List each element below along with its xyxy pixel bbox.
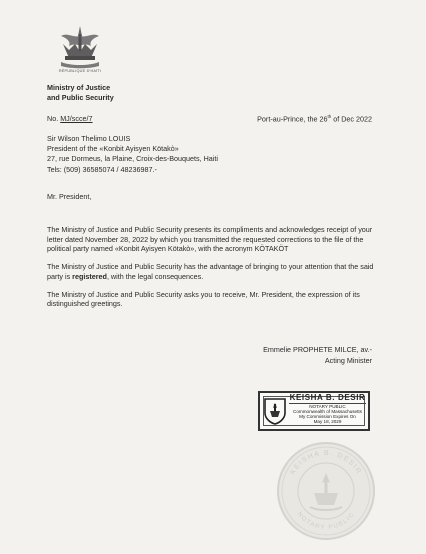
massachusetts-seal-icon (263, 397, 287, 425)
paragraph-2-text: The Ministry of Justice and Public Security has the advantage of bringing to your attention that the said party is (47, 262, 374, 281)
notary-stamp-text (289, 394, 366, 425)
signer-title: Acting Minister (324, 355, 372, 365)
reference-prefix: No. (47, 114, 59, 123)
salutation: Mr. President, (47, 192, 92, 201)
letter-body (47, 225, 377, 317)
recipient-street: 27, rue Dormeus, la Plaine, Croix-des-Bouquets, Haiti (47, 154, 218, 164)
paragraph-1: The Ministry of Justice and Public Security presents its compliments and acknowledges receipt of your letter dated November 28, 2022 by which you transmitted the requested corrections to the file of the political party named «Konbit Ayisyen Kötakò», with the acronym KÖTAKÖT (47, 225, 373, 254)
signature-block (263, 345, 372, 367)
ministry-line-1: Ministry of Justice (47, 83, 111, 92)
dateline-text-end: of Dec 2022 (331, 114, 372, 124)
notary-line-1: NOTARY PUBLIC (309, 403, 346, 409)
paragraph-2 (47, 262, 377, 281)
paragraph-2-emphasis: registered (72, 271, 107, 281)
recipient-name: Sir Wilson Thelimo LOUIS (47, 134, 131, 143)
paragraph-2-text-end: , with the legal consequences. (106, 271, 204, 281)
dateline-text: Port-au-Prince, the 26 (257, 114, 328, 124)
notary-line-2: Commonwealth of Massachusetts (293, 409, 362, 415)
embossed-notary-seal-icon (276, 441, 376, 541)
notary-line-4: May 18, 2029 (313, 419, 342, 425)
recipient-title: President of the «Konbit Ayisyen Kötakò» (47, 144, 179, 154)
emboss-top-text: KEISHA B. DESIR (289, 449, 363, 476)
notary-line-3: My Commission Expires On (299, 414, 356, 420)
republic-label: RÉPUBLIQUE D'HAÏTI (58, 69, 102, 73)
reference-number (47, 114, 93, 124)
notary-name: KEISHA B. DESIR (289, 393, 366, 402)
recipient-phone: Tels: (509) 36585074 / 48236987.- (47, 164, 157, 174)
notary-stamp (258, 391, 370, 431)
ministry-name (47, 83, 114, 104)
emboss-bottom-text: NOTARY PUBLIC (295, 511, 357, 532)
paragraph-3: The Ministry of Justice and Public Security asks you to receive, Mr. President, the expression of its distinguished greetings. (47, 289, 360, 309)
recipient-address (47, 134, 218, 175)
ministry-line-2: and Public Security (47, 93, 114, 103)
signer-name: Emmelie PROPHETE MILCE, av.- (263, 345, 372, 354)
dateline (257, 114, 372, 124)
dateline-superscript: th (327, 114, 332, 119)
reference-code: MJ/scce/7 (60, 114, 93, 123)
coat-of-arms-icon (55, 22, 105, 70)
